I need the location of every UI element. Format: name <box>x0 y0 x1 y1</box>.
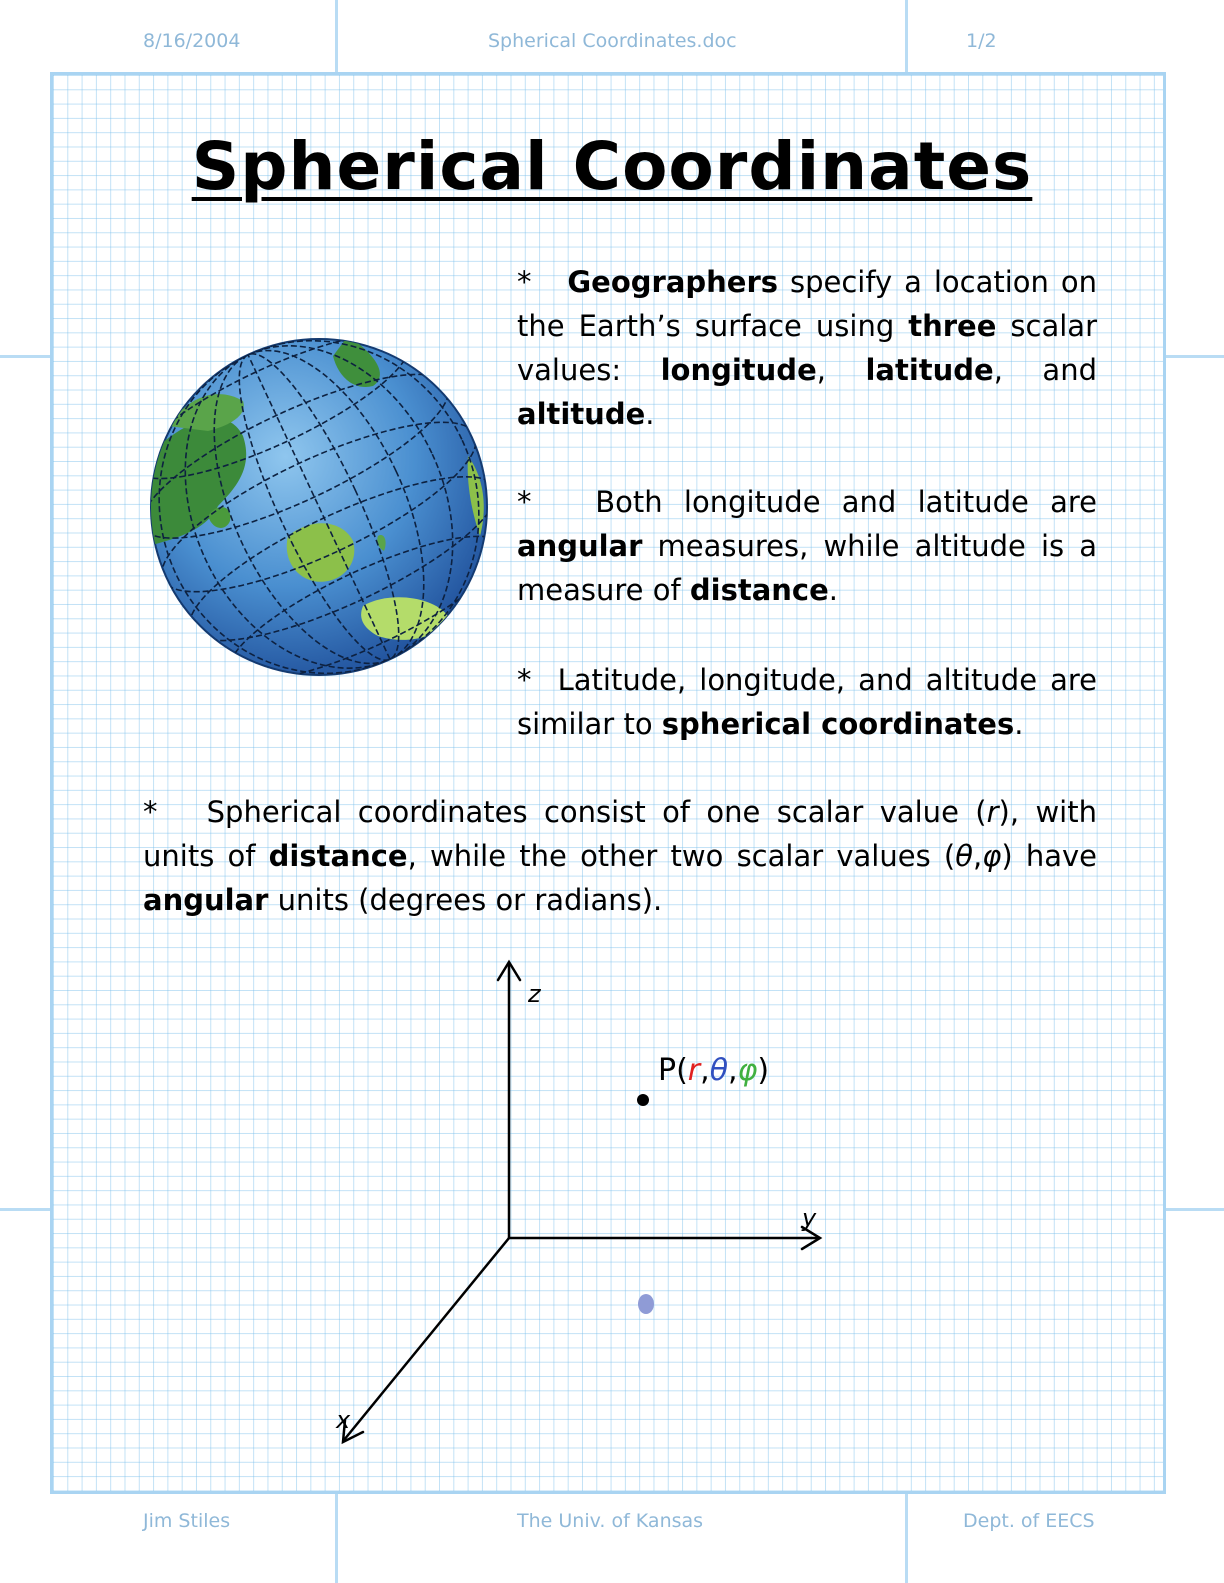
y-axis-label: y <box>802 1204 817 1232</box>
grid-major-line <box>1166 355 1224 358</box>
math-theta: θ <box>955 839 973 873</box>
bold-term: Geographers <box>567 265 779 299</box>
text-run: . <box>645 397 655 431</box>
grid-major-line <box>0 1208 50 1211</box>
grid-major-line <box>0 355 50 358</box>
footer-department: Dept. of EECS <box>963 1510 1095 1532</box>
text-run: ) have <box>1001 839 1098 873</box>
grid-major-line <box>335 0 338 72</box>
footer-author: Jim Stiles <box>143 1510 231 1532</box>
header-date: 8/16/2004 <box>143 30 241 52</box>
bullet-star: * <box>143 795 158 829</box>
label-phi: φ <box>737 1053 758 1088</box>
bold-term: latitude <box>865 353 994 387</box>
grid-major-line <box>905 0 908 72</box>
text-run: . <box>1014 707 1024 741</box>
text-run: units (degrees or radians). <box>268 883 663 917</box>
grid-major-line <box>335 1494 338 1583</box>
label-r: r <box>687 1053 701 1088</box>
point-p-label <box>658 1053 769 1088</box>
point-projection <box>638 1294 654 1314</box>
text-run: , and <box>993 353 1097 387</box>
bullet-geographers <box>517 260 1097 436</box>
math-r: r <box>986 795 999 829</box>
globe-icon <box>148 336 490 678</box>
bold-term: longitude <box>660 353 817 387</box>
text-run: Latitude, longitude, and altitude are similar to <box>517 663 1098 741</box>
label-theta: θ <box>709 1053 729 1088</box>
page-title: Spherical Coordinates <box>191 128 1033 205</box>
text-run: , <box>816 353 866 387</box>
point-p <box>637 1094 649 1106</box>
text-run: scalar values: <box>517 309 1097 387</box>
math-phi: φ <box>982 839 1002 873</box>
bullet-star: * <box>517 663 532 697</box>
z-axis-label: z <box>528 980 541 1008</box>
bullet-star: * <box>517 265 532 299</box>
bold-term: angular <box>517 529 643 563</box>
bold-term: three <box>908 309 997 343</box>
coordinate-axes-diagram <box>300 950 860 1460</box>
bold-term: distance <box>268 839 408 873</box>
label-comma: , <box>700 1053 710 1088</box>
label-comma: , <box>728 1053 738 1088</box>
header-filename: Spherical Coordinates.doc <box>488 30 737 52</box>
footer-university: The Univ. of Kansas <box>517 1510 704 1532</box>
text-run: specify a location on the Earth’s surface using <box>517 265 1098 343</box>
text-run: , while the other two scalar values ( <box>407 839 956 873</box>
text-run: , <box>972 839 983 873</box>
bullet-similar <box>517 658 1097 746</box>
header-page-number: 1/2 <box>966 30 997 52</box>
x-axis <box>344 1238 509 1440</box>
text-run: Spherical coordinates consist of one scalar value ( <box>206 795 987 829</box>
grid-major-line <box>1166 1208 1224 1211</box>
text-run: ), with units of <box>143 795 1097 873</box>
grid-major-line <box>905 1494 908 1583</box>
text-run: Both longitude and latitude are <box>595 485 1097 519</box>
label-close-paren: ) <box>757 1053 770 1088</box>
bullet-angular-measures <box>517 480 1097 612</box>
text-run: . <box>828 573 838 607</box>
x-axis-label: x <box>336 1406 351 1434</box>
bold-term: distance <box>689 573 829 607</box>
bullet-star: * <box>517 485 532 519</box>
bold-term: altitude <box>517 397 646 431</box>
text-run: measures, while altitude is a measure of <box>517 529 1097 607</box>
bold-term: angular <box>143 883 269 917</box>
bold-term: spherical coordinates <box>661 707 1015 741</box>
bullet-spherical-definition <box>143 790 1097 922</box>
label-p: P( <box>658 1053 688 1088</box>
